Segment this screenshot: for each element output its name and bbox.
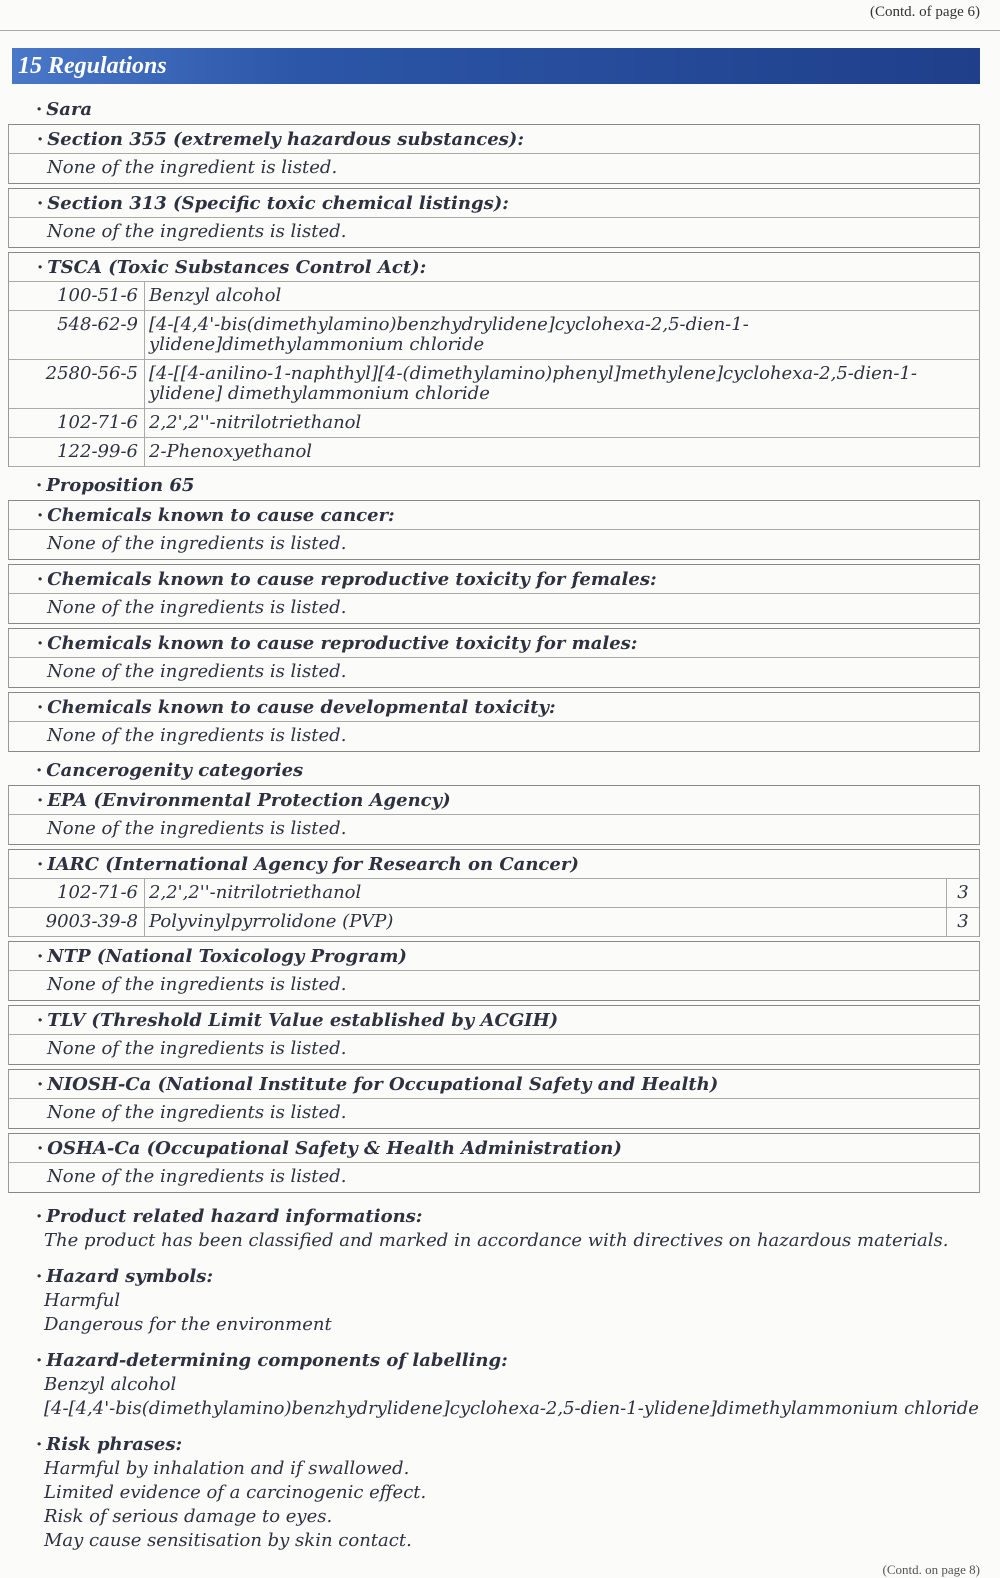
section313-block: · Section 313 (Specific toxic chemical listings): None of the ingredients is listed. bbox=[8, 188, 980, 248]
list-item: Harmful by inhalation and if swallowed. bbox=[44, 1458, 410, 1479]
osha-note: None of the ingredients is listed. bbox=[9, 1163, 979, 1193]
section-title: 15 Regulations bbox=[12, 48, 980, 84]
risk-phrases-title: Risk phrases: bbox=[46, 1434, 183, 1455]
hazard-components-title: Hazard-determining components of labelling: bbox=[46, 1350, 508, 1371]
list-item: Dangerous for the environment bbox=[44, 1314, 332, 1335]
list-item: Risk of serious damage to eyes. bbox=[44, 1506, 333, 1527]
developmental-note: None of the ingredients is listed. bbox=[9, 722, 979, 752]
osha-block: · OSHA-Ca (Occupational Safety & Health Administration) None of the ingredients is listed. bbox=[8, 1133, 980, 1193]
tsca-block: · TSCA (Toxic Substances Control Act): 100-51-6 Benzyl alcohol 548-62-9 [4-[4,4'-bis(dimethylamino)benzhydrylidene]cyclohexa-2,5-dien-1-ylidene]dimethylammonium chloride 2580-56-5 [4-[[4-anilino-1-naphthyl][4-(dimethylamino)phenyl]methylene]cyclohexa-2,5-dien-1-ylidene] dimethylammonium chloride 102-71-6 2,2',2''-nitrilotriethanol 122-99-6 2-Phenoxyethanol bbox=[8, 252, 980, 467]
iarc-table bbox=[9, 879, 979, 937]
repro-females-title: Chemicals known to cause reproductive toxicity for females: bbox=[47, 569, 657, 590]
section355-title: Section 355 (extremely hazardous substances): bbox=[47, 129, 524, 150]
risk-phrases-block: · Risk phrases: Harmful by inhalation and if swallowed. Limited evidence of a carcinogenic effect. Risk of serious damage to eyes. May cause sensitisation by skin contact. bbox=[8, 1433, 980, 1553]
list-item: May cause sensitisation by skin contact. bbox=[44, 1530, 412, 1551]
hazard-symbols-title: Hazard symbols: bbox=[46, 1266, 214, 1287]
table-row: 2580-56-5 [4-[[4-anilino-1-naphthyl][4-(dimethylamino)phenyl]methylene]cyclohexa-2,5-dien-1-ylidene] dimethylammonium chloride bbox=[9, 360, 979, 409]
continued-from-note: (Contd. of page 6) bbox=[870, 4, 980, 20]
product-info-title: Product related hazard informations: bbox=[46, 1206, 423, 1227]
list-item: Harmful bbox=[44, 1290, 121, 1311]
list-item: Benzyl alcohol bbox=[44, 1374, 177, 1395]
table-row: 548-62-9 [4-[4,4'-bis(dimethylamino)benzhydrylidene]cyclohexa-2,5-dien-1-ylidene]dimethylammonium chloride bbox=[9, 311, 979, 360]
niosh-block: · NIOSH-Ca (National Institute for Occupational Safety and Health) None of the ingredients is listed. bbox=[8, 1069, 980, 1129]
regulations-content bbox=[8, 95, 980, 1553]
developmental-title: Chemicals known to cause developmental toxicity: bbox=[47, 697, 556, 718]
iarc-title: IARC (International Agency for Research on Cancer) bbox=[47, 854, 579, 875]
table-row: 102-71-6 2,2',2''-nitrilotriethanol bbox=[9, 409, 979, 438]
tlv-block: · TLV (Threshold Limit Value established by ACGIH) None of the ingredients is listed. bbox=[8, 1005, 980, 1065]
section313-title: Section 313 (Specific toxic chemical listings): bbox=[47, 193, 509, 214]
iarc-block: · IARC (International Agency for Research on Cancer) 102-71-6 2,2',2''-nitrilotriethanol 3 9003-39-8 Polyvinylpyrrolidone (PVP) 3 bbox=[8, 849, 980, 937]
ntp-note: None of the ingredients is listed. bbox=[9, 971, 979, 1001]
epa-title: EPA (Environmental Protection Agency) bbox=[47, 790, 451, 811]
table-row: 122-99-6 2-Phenoxyethanol bbox=[9, 438, 979, 467]
hazard-symbols-block: · Hazard symbols: Harmful Dangerous for the environment bbox=[8, 1265, 980, 1337]
osha-title: OSHA-Ca (Occupational Safety & Health Administration) bbox=[47, 1138, 622, 1159]
hazard-components-block: · Hazard-determining components of labelling: Benzyl alcohol [4-[4,4'-bis(dimethylamino)benzhydrylidene]cyclohexa-2,5-dien-1-ylidene]dimethylammonium chloride bbox=[36, 1350, 979, 1419]
repro-males-block: · Chemicals known to cause reproductive toxicity for males: None of the ingredients is listed. bbox=[8, 628, 980, 688]
product-info-text: The product has been classified and marked in accordance with directives on hazardous materials. bbox=[44, 1230, 949, 1251]
table-row: 9003-39-8 Polyvinylpyrrolidone (PVP) 3 bbox=[9, 908, 979, 937]
continued-on-note: (Contd. on page 8) bbox=[882, 1562, 980, 1577]
tlv-note: None of the ingredients is listed. bbox=[9, 1035, 979, 1065]
section355-note: None of the ingredient is listed. bbox=[9, 154, 979, 184]
repro-females-block: · Chemicals known to cause reproductive toxicity for females: None of the ingredients is listed. bbox=[8, 564, 980, 624]
repro-males-note: None of the ingredients is listed. bbox=[9, 658, 979, 688]
cancerogenity-heading: · Cancerogenity categories bbox=[36, 760, 304, 781]
section313-note: None of the ingredients is listed. bbox=[9, 218, 979, 248]
niosh-note: None of the ingredients is listed. bbox=[9, 1099, 979, 1129]
cancer-block: · Chemicals known to cause cancer: None of the ingredients is listed. bbox=[8, 500, 980, 560]
developmental-block: · Chemicals known to cause developmental toxicity: None of the ingredients is listed. bbox=[8, 692, 980, 752]
prop65-heading: · Proposition 65 bbox=[36, 475, 195, 496]
epa-block: · EPA (Environmental Protection Agency) None of the ingredients is listed. bbox=[8, 785, 980, 845]
tsca-table bbox=[9, 282, 979, 467]
sara-heading: · Sara bbox=[36, 99, 93, 120]
table-row: 102-71-6 2,2',2''-nitrilotriethanol 3 bbox=[9, 879, 979, 908]
list-item: [4-[4,4'-bis(dimethylamino)benzhydrylidene]cyclohexa-2,5-dien-1-ylidene]dimethylammonium chloride bbox=[44, 1398, 979, 1419]
cancer-note: None of the ingredients is listed. bbox=[9, 530, 979, 560]
tsca-title: TSCA (Toxic Substances Control Act): bbox=[47, 257, 427, 278]
niosh-title: NIOSH-Ca (National Institute for Occupational Safety and Health) bbox=[47, 1074, 719, 1095]
header-rule bbox=[0, 30, 1000, 31]
epa-note: None of the ingredients is listed. bbox=[9, 815, 979, 845]
repro-males-title: Chemicals known to cause reproductive toxicity for males: bbox=[47, 633, 638, 654]
table-row: 100-51-6 Benzyl alcohol bbox=[9, 282, 979, 311]
list-item: Limited evidence of a carcinogenic effect. bbox=[44, 1482, 427, 1503]
tlv-title: TLV (Threshold Limit Value established by ACGIH) bbox=[47, 1010, 559, 1031]
ntp-block: · NTP (National Toxicology Program) None of the ingredients is listed. bbox=[8, 941, 980, 1001]
cancer-title: Chemicals known to cause cancer: bbox=[47, 505, 395, 526]
ntp-title: NTP (National Toxicology Program) bbox=[47, 946, 407, 967]
section355-block: · Section 355 (extremely hazardous substances): None of the ingredient is listed. bbox=[8, 124, 980, 184]
repro-females-note: None of the ingredients is listed. bbox=[9, 594, 979, 624]
product-info-block: · Product related hazard informations: The product has been classified and marked in accordance with directives on hazardous materials. bbox=[8, 1205, 980, 1253]
